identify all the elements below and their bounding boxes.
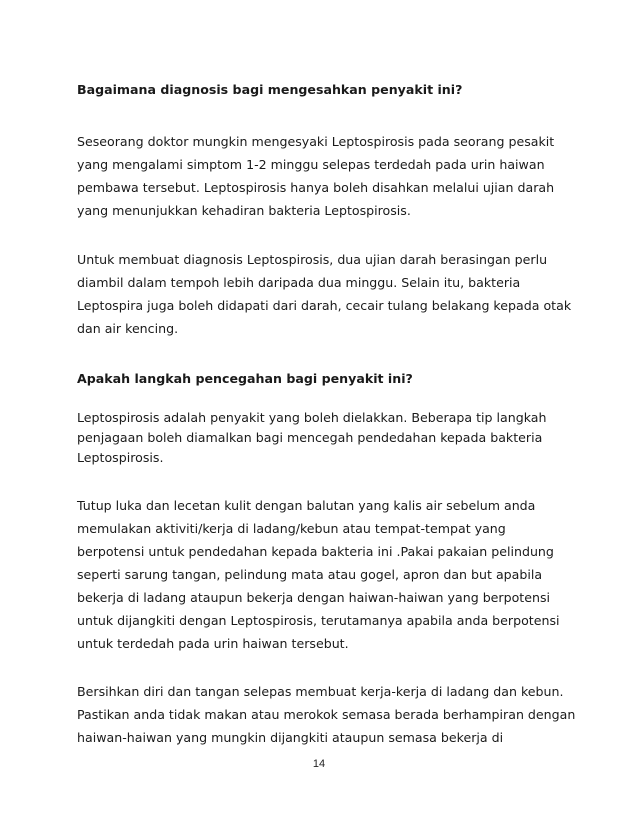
heading-diagnosis: Bagaimana diagnosis bagi mengesahkan penyakit ini? [77, 82, 463, 97]
paragraph-line: Leptospirosis. [77, 450, 164, 465]
paragraph-line: Pastikan anda tidak makan atau merokok semasa berada berhampiran dengan [77, 707, 576, 722]
paragraph-line: seperti sarung tangan, pelindung mata atau gogel, apron dan but apabila [77, 567, 543, 582]
paragraph-line: diambil dalam tempoh lebih daripada dua minggu. Selain itu, bakteria [77, 275, 521, 290]
paragraph-line: Bersihkan diri dan tangan selepas membuat kerja-kerja di ladang dan kebun. [77, 684, 564, 699]
paragraph-line: yang mengalami simptom 1-2 minggu selepas terdedah pada urin haiwan [77, 157, 545, 172]
heading-prevention: Apakah langkah pencegahan bagi penyakit ini? [77, 371, 413, 386]
paragraph-line: yang menunjukkan kehadiran bakteria Leptospirosis. [77, 203, 411, 218]
paragraph-line: Tutup luka dan lecetan kulit dengan balutan yang kalis air sebelum anda [77, 498, 536, 513]
paragraph-line: penjagaan boleh diamalkan bagi mencegah pendedahan kepada bakteria [77, 430, 543, 445]
paragraph-line: Untuk membuat diagnosis Leptospirosis, dua ujian darah berasingan perlu [77, 252, 548, 267]
paragraph-line: dan air kencing. [77, 321, 179, 336]
paragraph-line: pembawa tersebut. Leptospirosis hanya boleh disahkan melalui ujian darah [77, 180, 555, 195]
paragraph-line: Leptospira juga boleh didapati dari darah, cecair tulang belakang kepada otak [77, 298, 572, 313]
paragraph-line: untuk terdedah pada urin haiwan tersebut. [77, 636, 349, 651]
paragraph-line: untuk dijangkiti dengan Leptospirosis, terutamanya apabila anda berpotensi [77, 613, 560, 628]
paragraph-line: Seseorang doktor mungkin mengesyaki Leptospirosis pada seorang pesakit [77, 134, 555, 149]
paragraph-line: Leptospirosis adalah penyakit yang boleh dielakkan. Beberapa tip langkah [77, 410, 547, 425]
paragraph-line: haiwan-haiwan yang mungkin dijangkiti ataupun semasa bekerja di [77, 730, 504, 745]
page-number: 14 [312, 758, 326, 770]
paragraph-line: memulakan aktiviti/kerja di ladang/kebun atau tempat-tempat yang [77, 521, 506, 536]
paragraph-line: berpotensi untuk pendedahan kepada bakteria ini .Pakai pakaian pelindung [77, 544, 554, 559]
paragraph-line: bekerja di ladang ataupun bekerja dengan haiwan-haiwan yang berpotensi [77, 590, 551, 605]
